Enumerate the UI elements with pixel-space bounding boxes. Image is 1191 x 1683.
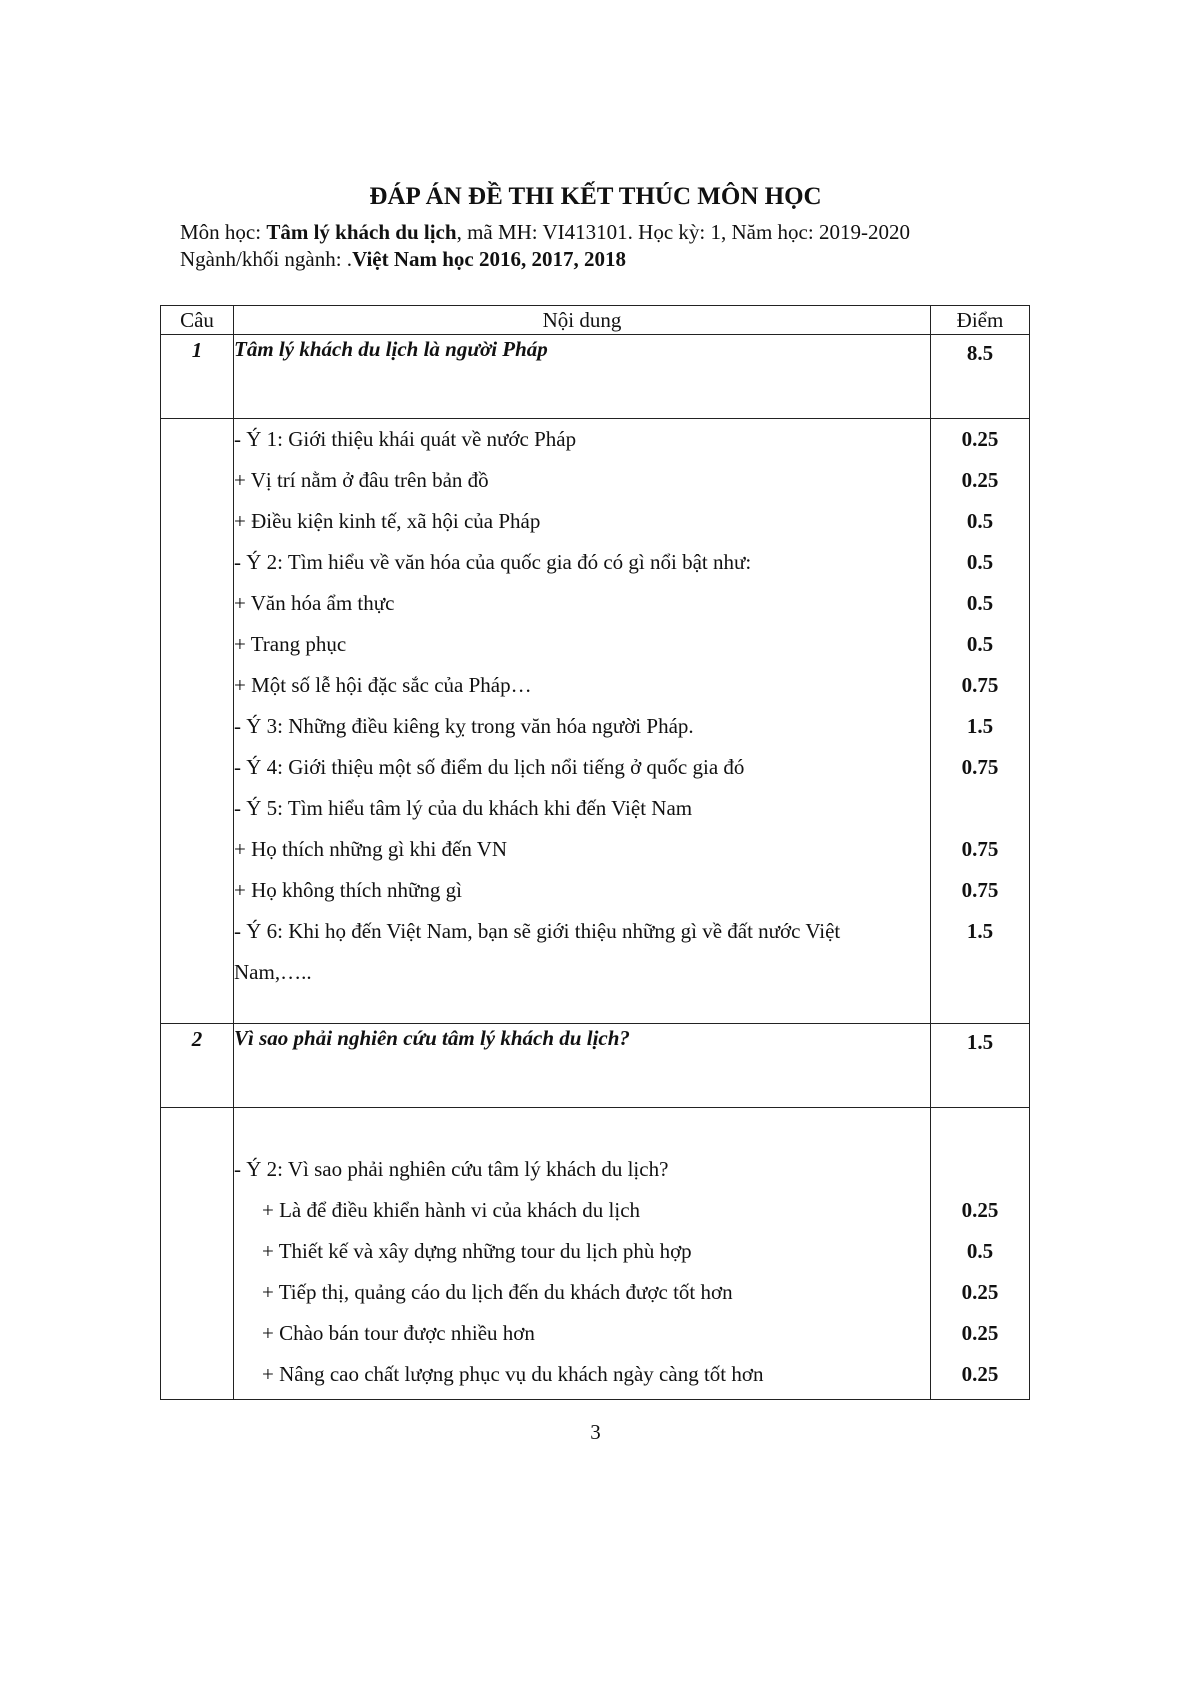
item-score: 1.5 [966, 714, 994, 738]
question-title: Vì sao phải nghiên cứu tâm lý khách du lịch? [234, 1024, 931, 1108]
item-score: 0.75 [961, 755, 999, 779]
question-title: Tâm lý khách du lịch là người Pháp [234, 335, 931, 419]
page-number: 3 [590, 1420, 601, 1444]
item-score: 0.25 [961, 427, 999, 451]
item-score: 0.5 [966, 550, 994, 574]
answer-item: + Trang phục [234, 632, 347, 656]
item-score: 0.75 [961, 837, 999, 861]
item-score: 0.25 [961, 1198, 999, 1222]
item-score: 0.75 [961, 673, 999, 697]
answer-item: + Văn hóa ẩm thực [234, 591, 395, 615]
major-line [180, 247, 626, 272]
question-number: 2 [161, 1024, 234, 1108]
document-title: ĐÁP ÁN ĐỀ THI KẾT THÚC MÔN HỌC [369, 183, 822, 210]
question-row [161, 335, 1030, 419]
item-score: 0.75 [961, 878, 999, 902]
empty-cell [161, 419, 234, 1024]
item-score: 0.25 [961, 468, 999, 492]
item-score: 0.25 [961, 1362, 999, 1386]
item-score [931, 952, 1029, 993]
answer-item: - Ý 4: Giới thiệu một số điểm du lịch nổi tiếng ở quốc gia đó [234, 755, 745, 779]
item-score: 0.5 [966, 591, 994, 615]
major-name: Việt Nam học 2016, 2017, 2018 [352, 247, 627, 271]
answer-item: - Ý 1: Giới thiệu khái quát về nước Pháp [234, 427, 577, 451]
answer-items-row [161, 1108, 1030, 1400]
subject-line [180, 220, 910, 245]
answer-item: - Ý 6: Khi họ đến Việt Nam, bạn sẽ giới thiệu những gì về đất nước Việt [234, 919, 841, 943]
answer-item: + Điều kiện kinh tế, xã hội của Pháp [234, 509, 541, 533]
item-score [931, 788, 1029, 829]
answer-item [234, 1108, 930, 1149]
answer-item: + Chào bán tour được nhiều hơn [262, 1321, 535, 1345]
answer-item: - Ý 2: Vì sao phải nghiên cứu tâm lý khách du lịch? [234, 1157, 669, 1181]
answer-item: + Nâng cao chất lượng phục vụ du khách ngày càng tốt hơn [262, 1362, 764, 1386]
answer-item: + Một số lễ hội đặc sắc của Pháp… [234, 673, 532, 697]
header-question: Câu [161, 306, 234, 335]
table-header-row [161, 306, 1030, 335]
question-number: 1 [161, 335, 234, 419]
answer-item: - Ý 3: Những điều kiêng kỵ trong văn hóa người Pháp. [234, 714, 694, 738]
question-score: 1.5 [931, 1024, 1030, 1108]
answer-item: + Thiết kế và xây dựng những tour du lịch phù hợp [262, 1239, 692, 1263]
item-score [931, 1149, 1029, 1190]
empty-cell [161, 1108, 234, 1400]
answer-table [160, 305, 1030, 1400]
subject-label: Môn học: [180, 220, 267, 244]
answer-item: + Là để điều khiển hành vi của khách du lịch [262, 1198, 641, 1222]
item-score: 0.25 [961, 1280, 999, 1304]
answer-item: - Ý 2: Tìm hiểu về văn hóa của quốc gia đó có gì nổi bật như: [234, 550, 752, 574]
answer-item: + Họ thích những gì khi đến VN [234, 837, 508, 861]
item-score: 0.5 [966, 632, 994, 656]
subject-code: , mã MH: VI413101. Học kỳ: 1, Năm học: 2019-2020 [456, 220, 910, 244]
header-content: Nội dung [234, 306, 931, 335]
item-score [931, 1108, 1029, 1149]
question-row [161, 1024, 1030, 1108]
answer-item: - Ý 5: Tìm hiểu tâm lý của du khách khi đến Việt Nam [234, 796, 693, 820]
header-score: Điểm [931, 306, 1030, 335]
subject-name: Tâm lý khách du lịch [266, 220, 457, 244]
item-score: 0.25 [961, 1321, 999, 1345]
item-score: 0.5 [966, 1239, 994, 1263]
major-label: Ngành/khối ngành: . [180, 247, 353, 271]
answer-item: + Họ không thích những gì [234, 878, 462, 902]
answer-item: + Vị trí nằm ở đâu trên bản đồ [234, 468, 489, 492]
answer-items-row [161, 419, 1030, 1024]
item-score: 1.5 [966, 919, 994, 943]
item-score: 0.5 [966, 509, 994, 533]
answer-item: Nam,….. [234, 960, 312, 984]
question-score: 8.5 [931, 335, 1030, 419]
answer-item: + Tiếp thị, quảng cáo du lịch đến du khách được tốt hơn [262, 1280, 733, 1304]
